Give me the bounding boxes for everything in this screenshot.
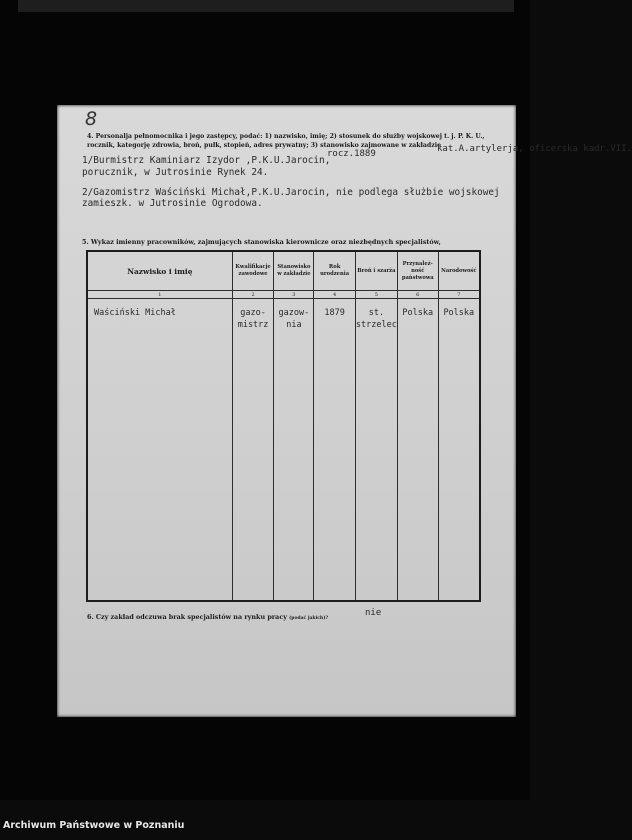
cell-qualifications: gazo- mistrz <box>232 299 274 602</box>
header-qualifications: Kwalifikacje zawodowe <box>232 251 274 291</box>
header-citizenship: Przynależ- ność państwowa <box>397 251 438 291</box>
archive-caption: Archiwum Państwowe w Poznaniu <box>3 820 185 831</box>
question-5-text: 5. Wykaz imienny pracowników, zajmujących stanowiska kierownicze oraz niezbędnych specjalistów, <box>82 238 441 246</box>
entry-2-line-2: zamieszk. w Jutrosinie Ogrodowa. <box>82 198 263 209</box>
column-number: 2 <box>232 291 274 299</box>
cell-name: Waściński Michał <box>87 299 232 602</box>
cell-position: gazow- nia <box>274 299 314 602</box>
cell-nationality: Polska <box>438 299 480 602</box>
question-6-label: 6. Czy zakład odczuwa brak specjalistów na rynku pracy <box>87 613 287 621</box>
column-number: 5 <box>355 291 397 299</box>
header-name: Nazwisko i imię <box>87 251 232 291</box>
entry-1-military: kat.A.artylerja, oficerska kadr.VII. <box>437 144 632 154</box>
cell-rank: st. strzelec <box>355 299 397 602</box>
cell-birth-year: 1879 <box>314 299 356 602</box>
column-number: 7 <box>438 291 480 299</box>
question-6-answer: nie <box>365 608 382 618</box>
document-page <box>57 105 632 717</box>
header-birth-year: Rok urodzenia <box>314 251 356 291</box>
staff-table <box>86 250 481 602</box>
question-6-hint: (podać jakich)? <box>289 616 328 621</box>
cell-citizenship: Polska <box>397 299 438 602</box>
entry-1-line-1: 1/Burmistrz Kaminiarz Izydor ,P.K.U.Jarocin, <box>82 155 331 166</box>
table-row <box>87 299 480 602</box>
header-rank: Broń i szarża <box>355 251 397 291</box>
column-number: 6 <box>397 291 438 299</box>
entry-2-line-1: 2/Gazomistrz Waściński Michał,P.K.U.Jarocin, nie podlega służbie wojskowej <box>82 187 500 198</box>
header-position: Stanowisko w zakładzie <box>274 251 314 291</box>
question-4-text: 4. Personalja pełnomocnika i jego zastępcy, podać: 1) nazwisko, imię; 2) stosunek do służby wojskowej t. j. P. K. U., rocznik, kategorję zdrowia, broń, pułk, stopień, adres prywatny; 3) stanowisko zajmowane w zakładzie <box>87 133 485 149</box>
column-number: 3 <box>274 291 314 299</box>
column-number: 4 <box>314 291 356 299</box>
column-number: 1 <box>87 291 232 299</box>
question-6-text <box>87 613 328 621</box>
film-edge <box>18 0 514 12</box>
header-nationality: Narodowość <box>438 251 480 291</box>
entry-1-line-2: porucznik, w Jutrosinie Rynek 24. <box>82 167 269 178</box>
entry-1-year: rocz.1889 <box>327 149 376 159</box>
page-number: 8 <box>85 108 98 130</box>
